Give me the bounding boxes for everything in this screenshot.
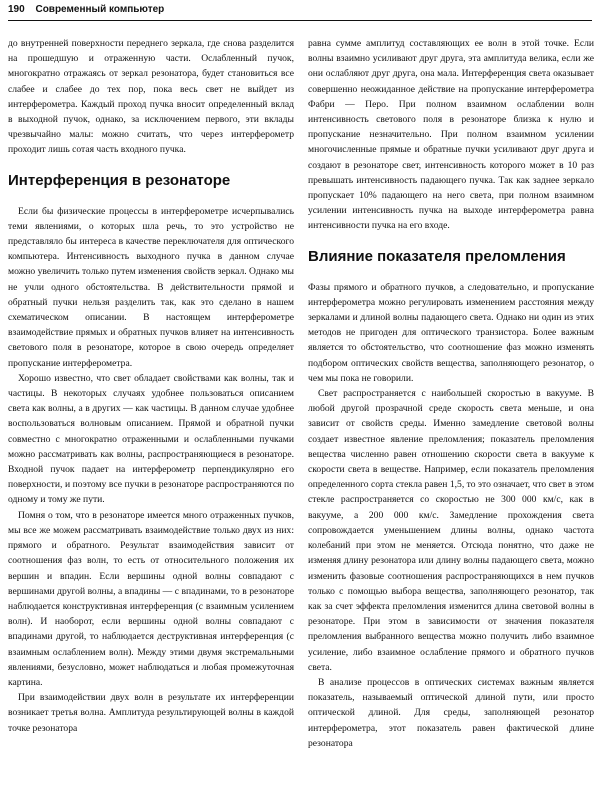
section-heading-interference: Интерференция в резонаторе	[8, 171, 231, 189]
running-header	[8, 2, 592, 21]
right-column	[308, 36, 594, 794]
paragraph: При взаимодействии двух волн в результате их интерференции возникает третья волна. Амплитуда результирующей волны в каждой точке резонатора	[8, 692, 294, 734]
left-column	[8, 36, 294, 794]
paragraph: до внутренней поверхности переднего зеркала, где снова разделится на прошедшую и отраженную части. Ослабленный пучок, многократно отражаясь от зеркал резонатора, будет становиться все слабее и слабее до тех пор, пока весь свет не выйдет из интерферометра. Каждый проход пучка вносит определенный вклад в выходной пучок, однако, за исключением первого, эти вклады чрезвычайно малы: можно считать, что через интерферометр проходит лишь сотая часть входного пучка.	[8, 38, 294, 156]
page-number: 190	[8, 4, 25, 15]
paragraph: В анализе процессов в оптических системах важным является показатель, называемый оптической длиной пути, или просто оптической длиной. Для среды, заполняющей резонатор интерферометра, этот показатель равен фактической длине резонатора	[308, 676, 594, 749]
paragraph: Хорошо известно, что свет обладает свойствами как волны, так и частицы. В некоторых случаях удобнее пользоваться описанием света как волны, а в других — как частицы. В данном случае удобнее воспользоваться волновым описанием. Прямой и обратной пучки совместно с многократно отраженными и ослабленными пучками можно рассматривать как волны, распространяющиеся в резонаторе. Входной пучок падает на интерферометр перпендикулярно его поверхности, и поэтому все пучки в резонаторе распространяются по одному и тому же пути.	[8, 372, 294, 506]
running-title: Современный компьютер	[35, 4, 165, 15]
paragraph: равна сумме амплитуд составляющих ее волн в этой точке. Если волны взаимно усиливают друг друга, эта амплитуда велика, если же они ослабляют друг друга, она мала. Интерференция света оказывает совершенно неожиданное действие на пропускание интерферометра Фабри — Перо. При полном взаимном ослаблении волн интенсивность светового поля в резонаторе близка к нулю и пропускание незначительно. При полном взаимном усилении многочисленные прямые и обратные пучки усиливают друг друга и создают в резонаторе свет, интенсивность которого может в 10 раз превышать интенсивность падающего пучка. Так как заднее зеркало пропускает 10% падающего на него света, при полном взаимном усилении интенсивность пучка на выходе интерферометра равна интенсивности пучка на его входе.	[308, 38, 594, 232]
paragraph: Если бы физические процессы в интерферометре исчерпывались теми явлениями, о которых шла речь, то это устройство не представляло бы интереса в качестве переключателя для оптического компьютера. Интенсивность выходного пучка в данном случае можно увеличить только путем изменения свойств зеркал. Однако мы не учли одного обстоятельства. В действительности прямой и обратный пучки нельзя разделить так, как это сделано в нашем схематическом описании. В настоящем интерферометре взаимодействие прямых и обратных пучков влияет на интенсивность светового поля в резонаторе, которое в свою очередь определяет пропускание интерферометра.	[8, 205, 294, 369]
paragraph: Помня о том, что в резонаторе имеется много отраженных пучков, мы все же можем рассматривать взаимодействие только двух из них: прямого и обратного. Результат взаимодействия зависит от соотношения фаз волн, то есть от относительного положения их вершин и впадин. Если вершины одной волны совпадают с вершинами другой волны, а впадины — с впадинами, то в резонаторе наблюдается конструктивная интерференция (с взаимным усилением волн). И наоборот, если вершины одной волны совпадают с впадинами другой, то наблюдается деструктивная интерференция (с взаимным ослаблением волн). Между этими двумя экстремальными явлениями, безусловно, может наблюдаться и любая промежуточная картина.	[8, 509, 294, 688]
paragraph: Свет распространяется с наибольшей скоростью в вакууме. В любой другой прозрачной среде скорость света меньше, и она зависит от свойств среды. Именно замедление световой волны создает известное явление преломления; показатель преломления вещества численно равен отношению скорости света в вакууме к скорости света в веществе. Например, если показатель преломления определенного сорта стекла равен 1,5, то это означает, что свет в этом стекле распространяется со скоростью не 300 000 км/с, как в вакууме, а 200 000 км/с. Замедление прохождения света сопровождается уменьшением длины волны, однако частота колебаний при этом не меняется. Отсюда понятно, что даже не изменяя длину резонатора или длину волны падающего света, можно изменить фазовые соотношения распространяющихся в нем пучков только с помощью выбора вещества, заполняющего резонатор, так как за счет эффекта преломления изменится длина световой волны в резонаторе. При этом в зависимости от значения показателя преломления выбранного вещества можно получить либо взаимное усиление, либо взаимное ослабление прямого и обратного пучков света.	[308, 388, 594, 673]
section-heading-refraction: Влияние показателя преломления	[308, 247, 566, 265]
paragraph: Фазы прямого и обратного пучков, а следовательно, и пропускание интерферометра можно регулировать изменением расстояния между зеркалами и длиной волны падающего света. Однако ни один из этих методов не пригоден для оптического транзистора. Более важным является то обстоятельство, что соотношение фаз можно изменять подбором оптических свойств вещества, заполняющего резонатор, о чем мы пока не говорили.	[308, 281, 594, 384]
